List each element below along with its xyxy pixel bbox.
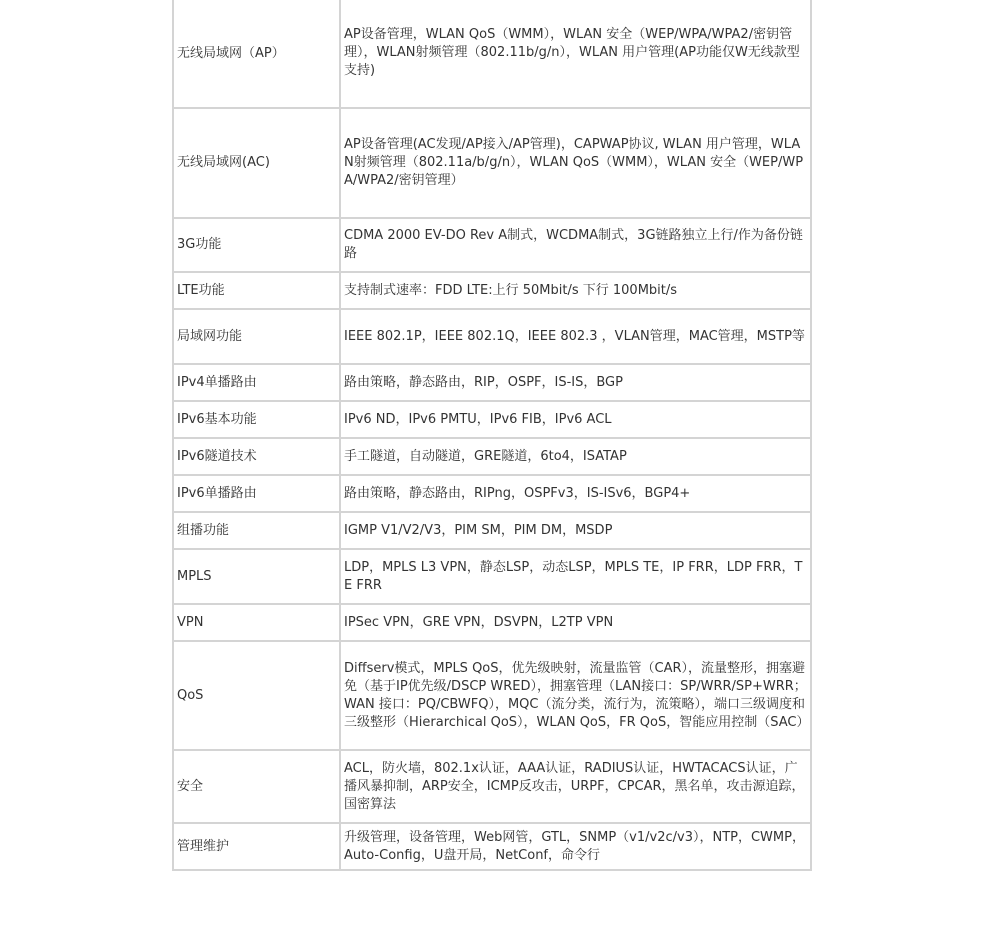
row-label: 无线局域网（AP） bbox=[173, 0, 340, 108]
row-value: AP设备管理，WLAN QoS（WMM），WLAN 安全（WEP/WPA/WPA2/密钥管理），WLAN射频管理（802.11b/g/n），WLAN 用户管理(AP功能仅W无线款型支持) bbox=[340, 0, 811, 108]
row-value: 路由策略，静态路由，RIPng，OSPFv3，IS-ISv6，BGP4+ bbox=[340, 475, 811, 512]
row-value: IPSec VPN，GRE VPN，DSVPN，L2TP VPN bbox=[340, 604, 811, 641]
row-label: 局域网功能 bbox=[173, 309, 340, 364]
row-label: 3G功能 bbox=[173, 218, 340, 272]
table-row bbox=[173, 309, 811, 364]
table-row bbox=[173, 475, 811, 512]
row-value: 升级管理，设备管理，Web网管，GTL，SNMP（v1/v2c/v3），NTP，CWMP，Auto-Config，U盘开局，NetConf，命令行 bbox=[340, 823, 811, 870]
row-label: 安全 bbox=[173, 750, 340, 823]
row-label: MPLS bbox=[173, 549, 340, 604]
row-value: 支持制式速率：FDD LTE:上行 50Mbit/s 下行 100Mbit/s bbox=[340, 272, 811, 309]
row-label: VPN bbox=[173, 604, 340, 641]
table-row bbox=[173, 604, 811, 641]
table-row bbox=[173, 823, 811, 870]
row-value: IPv6 ND，IPv6 PMTU，IPv6 FIB，IPv6 ACL bbox=[340, 401, 811, 438]
row-label: 管理维护 bbox=[173, 823, 340, 870]
row-label: QoS bbox=[173, 641, 340, 750]
row-value: 路由策略，静态路由，RIP，OSPF，IS-IS，BGP bbox=[340, 364, 811, 401]
row-value: CDMA 2000 EV-DO Rev A制式，WCDMA制式，3G链路独立上行/作为备份链路 bbox=[340, 218, 811, 272]
row-label: 组播功能 bbox=[173, 512, 340, 549]
table-row bbox=[173, 218, 811, 272]
row-label: 无线局域网(AC) bbox=[173, 108, 340, 218]
row-value: IEEE 802.1P，IEEE 802.1Q，IEEE 802.3 ，VLAN管理，MAC管理，MSTP等 bbox=[340, 309, 811, 364]
table-row bbox=[173, 401, 811, 438]
row-value: 手工隧道，自动隧道，GRE隧道，6to4，ISATAP bbox=[340, 438, 811, 475]
table-row bbox=[173, 641, 811, 750]
table-row bbox=[173, 272, 811, 309]
table-row bbox=[173, 364, 811, 401]
row-label: IPv6隧道技术 bbox=[173, 438, 340, 475]
row-value: IGMP V1/V2/V3，PIM SM，PIM DM，MSDP bbox=[340, 512, 811, 549]
row-value: ACL，防火墙，802.1x认证，AAA认证，RADIUS认证，HWTACACS认证，广播风暴抑制，ARP安全，ICMP反攻击，URPF，CPCAR，黑名单，攻击源追踪，国密算法 bbox=[340, 750, 811, 823]
row-value: AP设备管理(AC发现/AP接入/AP管理)，CAPWAP协议, WLAN 用户管理，WLAN射频管理（802.11a/b/g/n），WLAN QoS（WMM），WLAN 安全（WEP/WPA/WPA2/密钥管理） bbox=[340, 108, 811, 218]
table-row bbox=[173, 512, 811, 549]
row-value: LDP，MPLS L3 VPN，静态LSP，动态LSP，MPLS TE，IP FRR，LDP FRR，TE FRR bbox=[340, 549, 811, 604]
spec-table bbox=[172, 0, 812, 871]
table-row bbox=[173, 750, 811, 823]
table-row bbox=[173, 549, 811, 604]
row-label: IPv6单播路由 bbox=[173, 475, 340, 512]
row-label: IPv6基本功能 bbox=[173, 401, 340, 438]
row-label: IPv4单播路由 bbox=[173, 364, 340, 401]
table-row bbox=[173, 438, 811, 475]
row-label: LTE功能 bbox=[173, 272, 340, 309]
table-row bbox=[173, 0, 811, 108]
row-value: Diffserv模式，MPLS QoS，优先级映射，流量监管（CAR），流量整形，拥塞避免（基于IP优先级/DSCP WRED），拥塞管理（LAN接口：SP/WRR/SP+WRR；WAN 接口：PQ/CBWFQ），MQC（流分类，流行为，流策略），端口三级调度和三级整形（Hierarchical QoS），WLAN QoS，FR QoS，智能应用控制（SAC） bbox=[340, 641, 811, 750]
table-row bbox=[173, 108, 811, 218]
